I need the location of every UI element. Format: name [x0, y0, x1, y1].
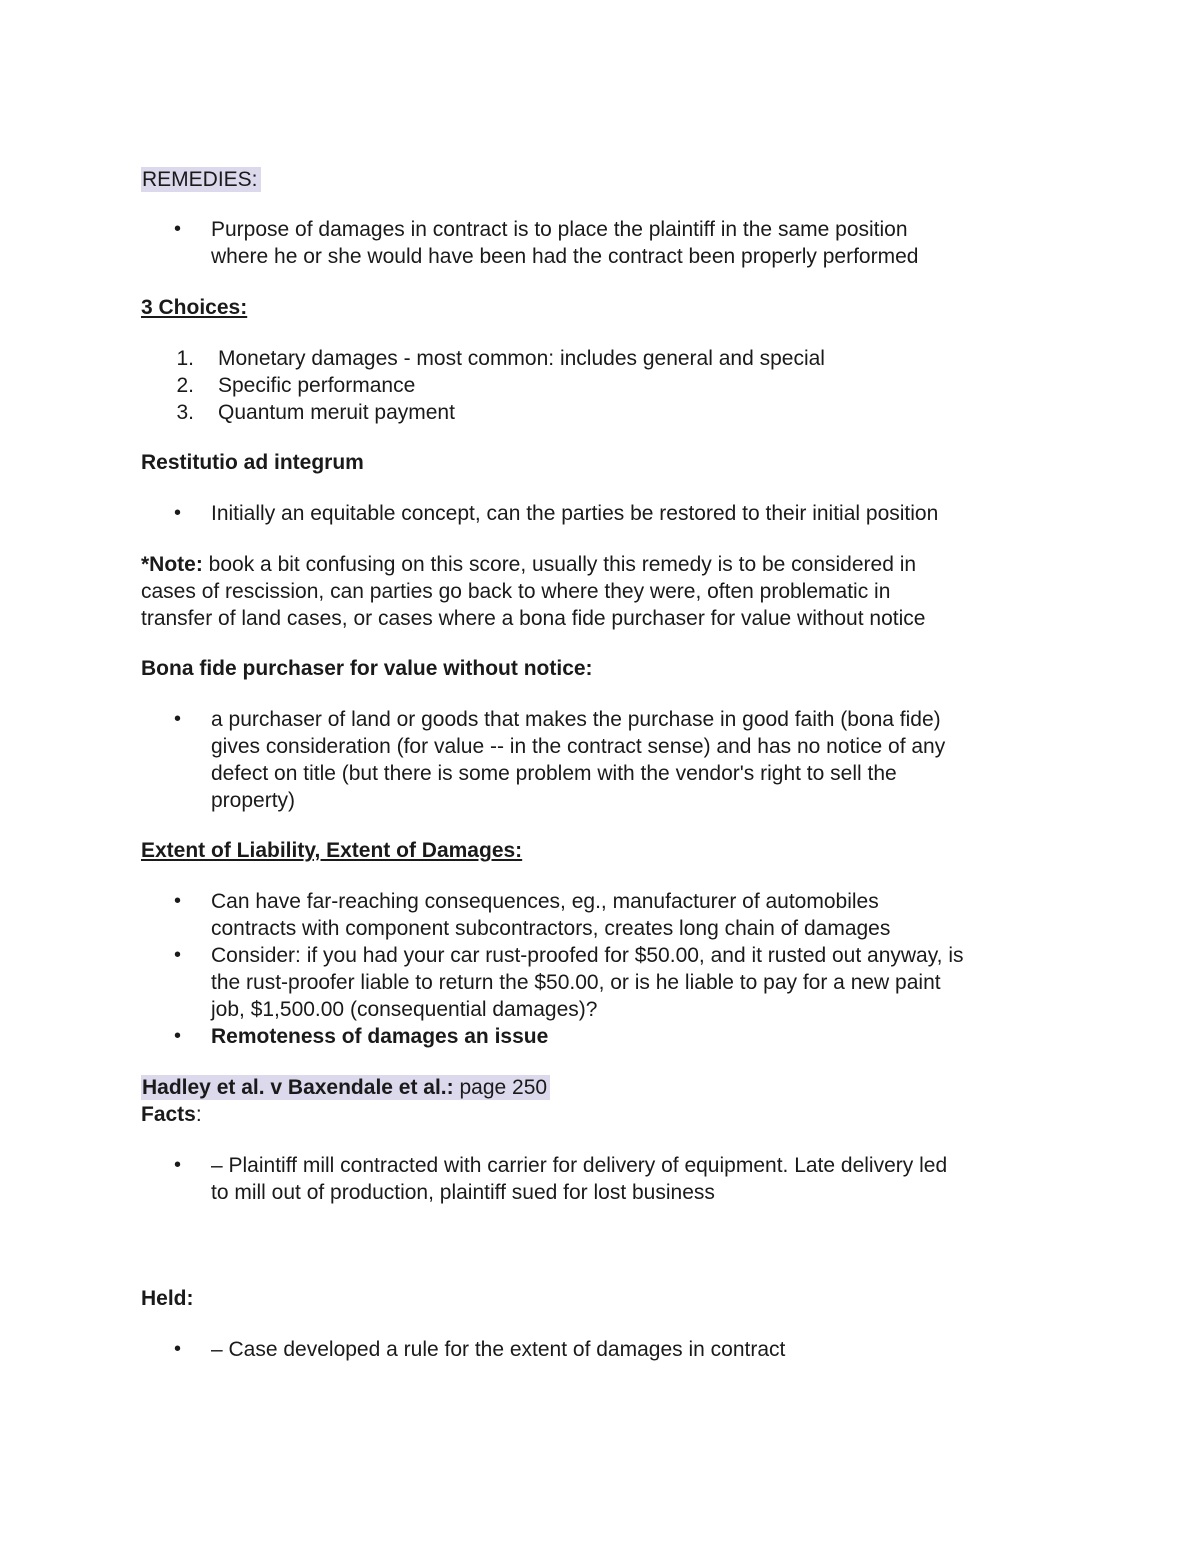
bullet-icon: • [174, 1025, 182, 1047]
bona-fide-line: gives consideration (for value -- in the contract sense) and has no notice of any [211, 735, 946, 758]
note-text: book a bit confusing on this score, usually this remedy is to be considered in [202, 553, 917, 576]
extent-bullet-line: the rust-proofer liable to return the $50.00, or is he liable to pay for a new paint [211, 971, 941, 994]
remedies-heading [141, 166, 261, 193]
remedies-heading-text: REMEDIES: [141, 167, 261, 192]
extent-bullet-line: contracts with component subcontractors, creates long chain of damages [211, 917, 891, 940]
list-item: Quantum meruit payment [218, 401, 455, 424]
bullet-icon: • [174, 890, 182, 912]
facts-heading [141, 1101, 202, 1128]
note-line: cases of rescission, can parties go back to where they were, often problematic in [141, 580, 891, 603]
restitutio-heading: Restitutio ad integrum [141, 451, 364, 474]
list-item: Monetary damages - most common: includes general and special [218, 347, 825, 370]
held-line: – Case developed a rule for the extent of damages in contract [211, 1338, 786, 1361]
case-name: Hadley et al. v Baxendale et al.: [142, 1076, 454, 1099]
bullet-icon: • [174, 1154, 182, 1176]
note-label: *Note: [141, 553, 203, 576]
list-number: 1. [176, 347, 194, 370]
extent-bullet-line: Can have far-reaching consequences, eg., manufacturer of automobiles [211, 890, 879, 913]
facts-line: – Plaintiff mill contracted with carrier for delivery of equipment. Late delivery led [211, 1154, 948, 1177]
bona-fide-line: defect on title (but there is some problem with the vendor's right to sell the [211, 762, 897, 785]
choices-heading: 3 Choices: [141, 296, 248, 319]
list-item: Specific performance [218, 374, 416, 397]
extent-heading: Extent of Liability, Extent of Damages: [141, 839, 523, 862]
restitutio-bullet: Initially an equitable concept, can the parties be restored to their initial position [211, 502, 939, 525]
remedies-bullet-line: Purpose of damages in contract is to place the plaintiff in the same position [211, 218, 908, 241]
extent-bullet-line: Remoteness of damages an issue [211, 1025, 549, 1048]
held-heading: Held: [141, 1287, 194, 1310]
list-number: 3. [176, 401, 194, 424]
bona-fide-line: a purchaser of land or goods that makes the purchase in good faith (bona fide) [211, 708, 941, 731]
case-page-ref: page 250 [453, 1076, 548, 1099]
facts-line: to mill out of production, plaintiff sued for lost business [211, 1181, 715, 1204]
note-line [141, 551, 916, 578]
facts-colon: : [195, 1103, 202, 1126]
case-heading-highlight [141, 1075, 550, 1100]
list-number: 2. [176, 374, 194, 397]
bullet-icon: • [174, 1338, 182, 1360]
facts-label: Facts [141, 1103, 196, 1126]
extent-bullet-line: Consider: if you had your car rust-proofed for $50.00, and it rusted out anyway, is [211, 944, 964, 967]
bullet-icon: • [174, 502, 182, 524]
bullet-icon: • [174, 944, 182, 966]
extent-bullet-line: job, $1,500.00 (consequential damages)? [211, 998, 598, 1021]
bona-fide-heading: Bona fide purchaser for value without notice: [141, 657, 593, 680]
remedies-bullet-line: where he or she would have been had the contract been properly performed [211, 245, 919, 268]
bullet-icon: • [174, 708, 182, 730]
bullet-icon: • [174, 218, 182, 240]
note-line: transfer of land cases, or cases where a bona fide purchaser for value without notice [141, 607, 926, 630]
bona-fide-line: property) [211, 789, 296, 812]
case-heading [141, 1074, 550, 1101]
